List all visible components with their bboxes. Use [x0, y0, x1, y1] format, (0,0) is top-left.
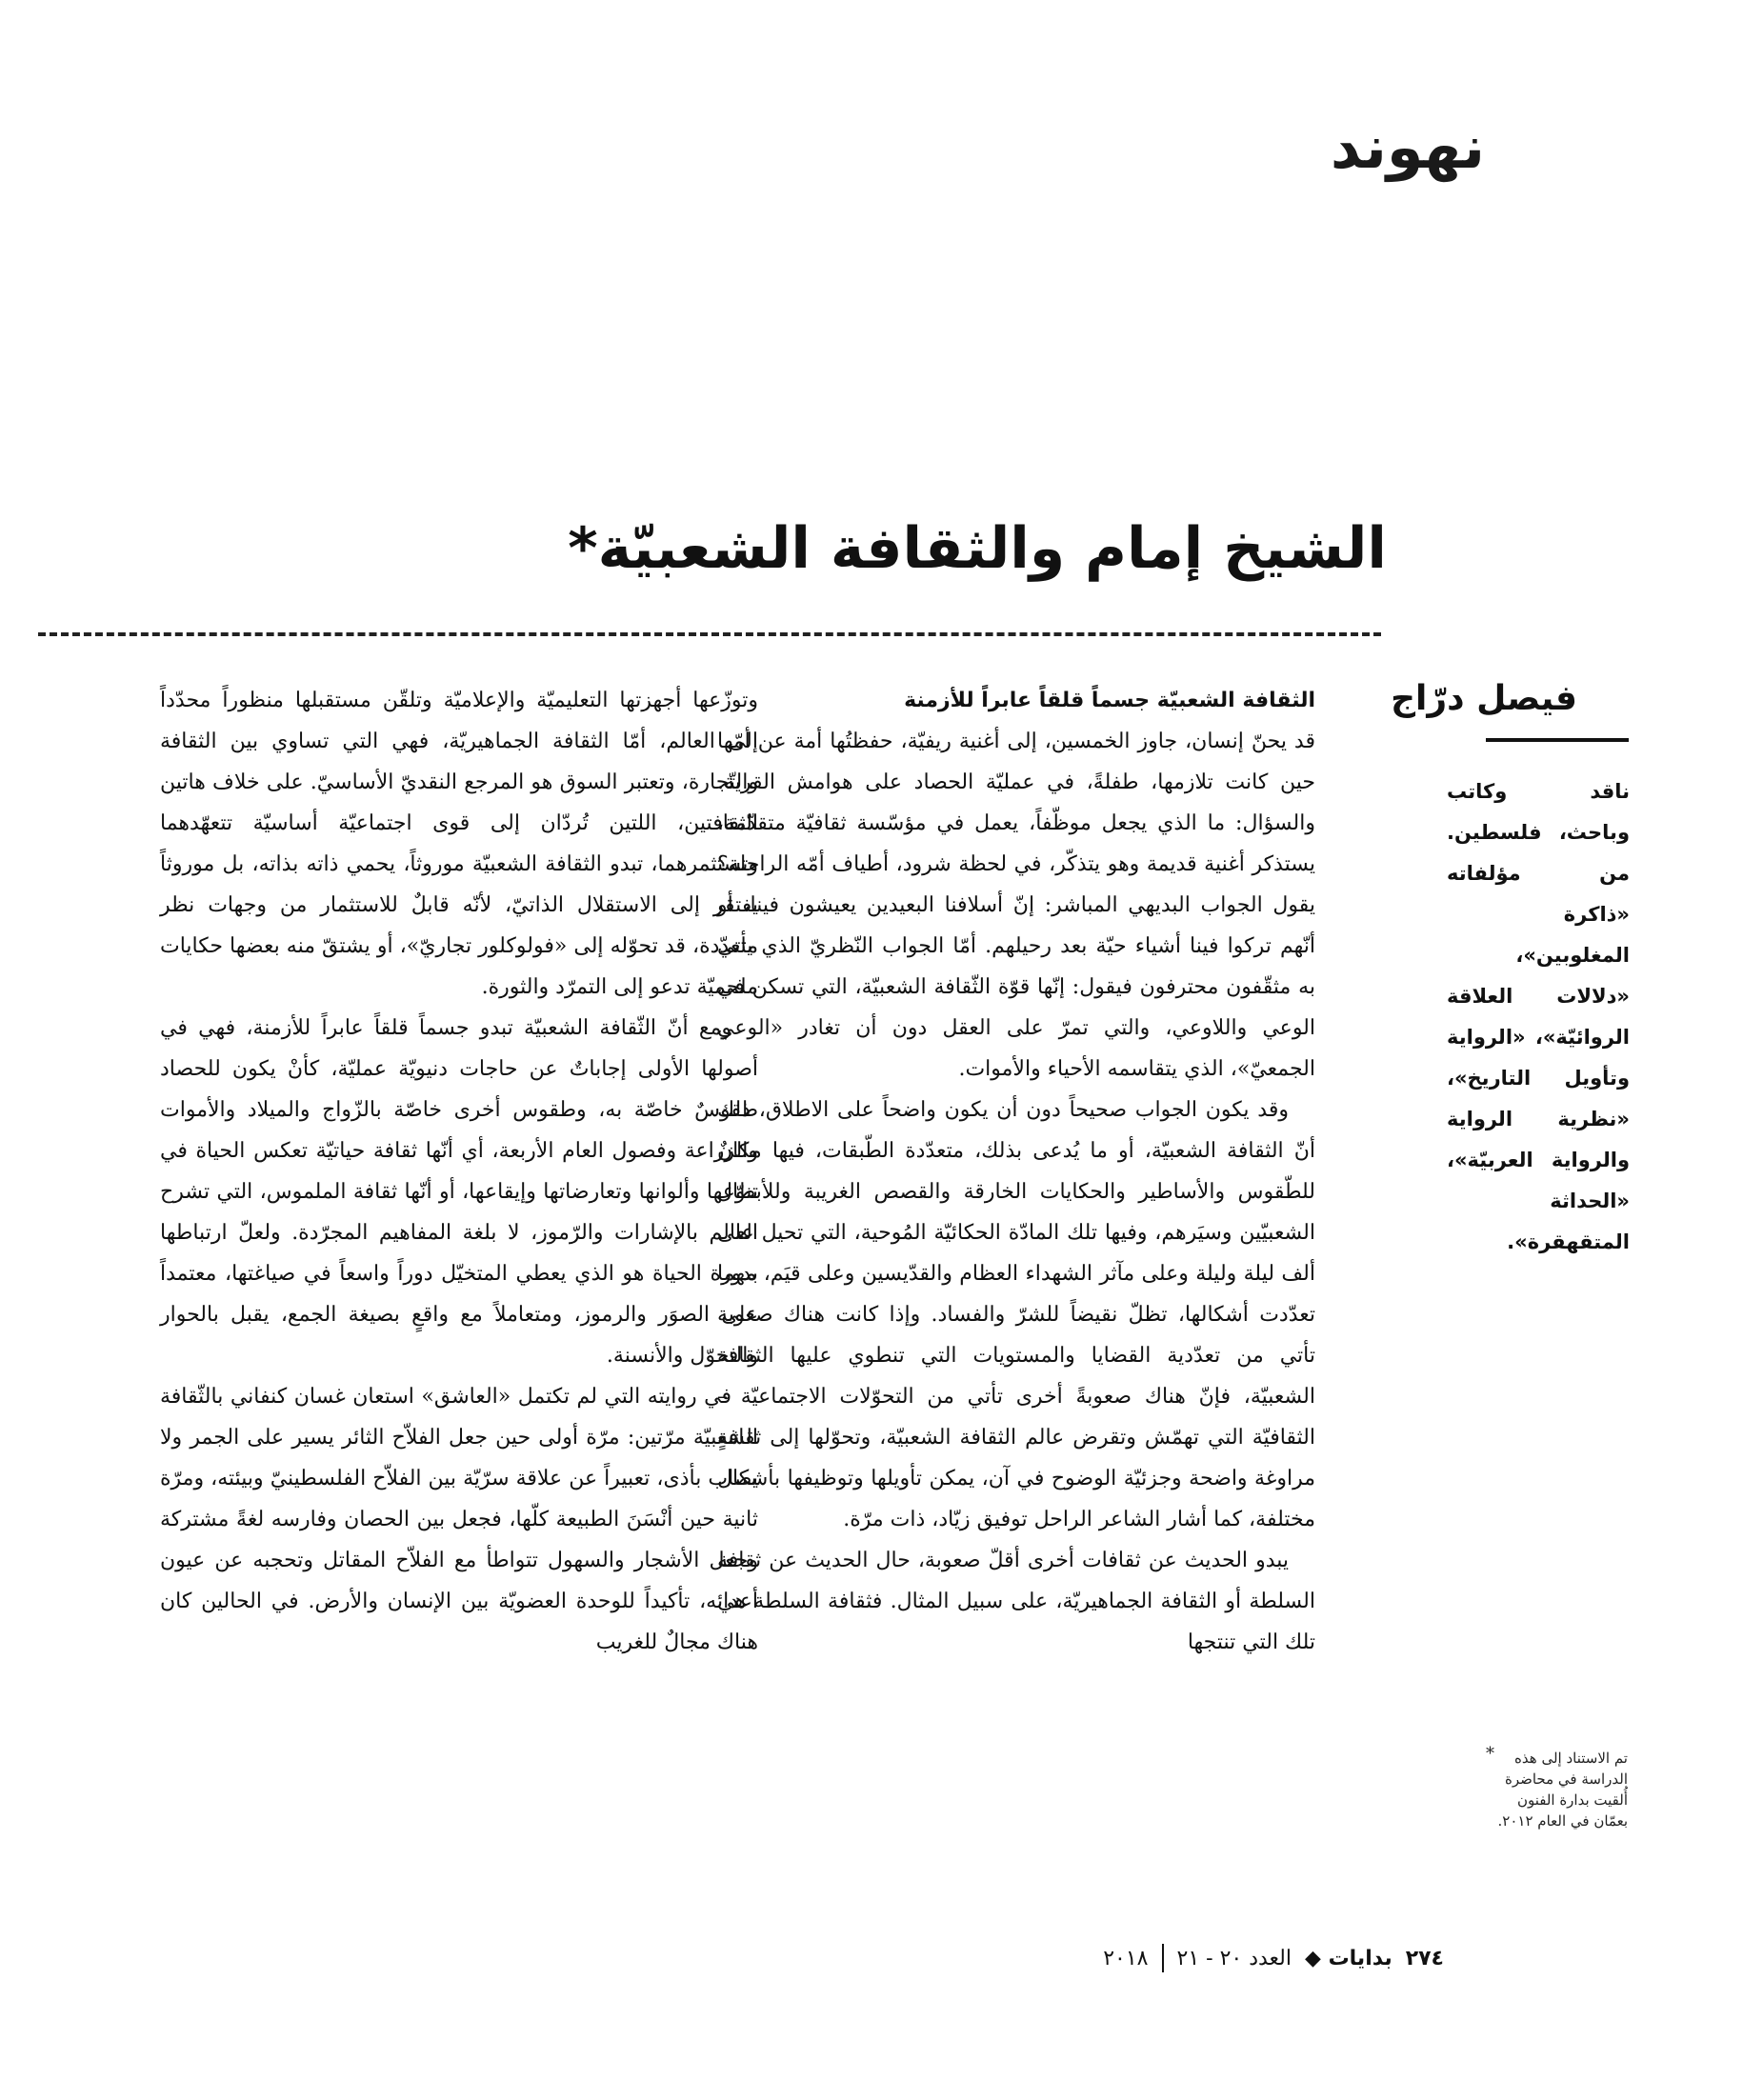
article-column-left [160, 680, 758, 1663]
section-mark: نهوند [1330, 112, 1485, 182]
paragraph: ومع أنّ الثّقافة الشعبيّة تبدو جسماً قلقاً عابراً للأزمنة، فهي في أصولها الأولى إجاباتٌ عن حاجات دنيويّة عمليّة، كأنْ يكون للحصاد طقوسٌ خاصّة به، وطقوس أخرى خاصّة بالزّواج والميلاد والأموات والزراعة وفصول العام الأربعة، أي أنّها ثقافة حياتيّة تعكس الحياة في تنوّعها وألوانها وتعارضاتها وإيقاعها، أو أنّها ثقافة الملموس، التي تشرح العالم بالإشارات والرّموز، لا بلغة المفاهيم المجرّدة. ولعلّ ارتباطها بدورة الحياة هو الذي يعطي المتخيّل دوراً واسعاً في صياغتها، معتمداً على الصوَر والرموز، ومتعاملاً مع واقعٍ بصيغة الجمع، يقبل بالحوار والتحوّل والأنسنة. [160, 1016, 758, 1368]
paragraph: في روايته التي لم تكتمل «العاشق» استعان غسان كنفاني بالثّقافة الشعبيّة مرّتين: مرّة أولى حين جعل الفلاّح الثائر يسير على الجمر ولا يصاب بأذى، تعبيراً عن علاقة سرّيّة بين الفلاّح الفلسطينيّ وبيئته، ومرّة ثانية حين أنْسَنَ الطبيعة كلّها، فجعل بين الحصان وفارسه لغةً مشتركة وجعل الأشجار والسهول تتواطأ مع الفلاّح المقاتل وتحجبه عن عيون أعدائه، تأكيداً للوحدة العضويّة بين الإنسان والأرض. في الحالين كان هناك مجالٌ للغريب [160, 1385, 758, 1654]
paragraph: وقد يكون الجواب صحيحاً دون أن يكون واضحاً على الاطلاق، ذلك أنّ الثقافة الشعبيّة، أو ما يُدعى بذلك، متعدّدة الطّبقات، فيها مكانٌ للطّقوس والأساطير والحكايات الخارقة والقصص الغريبة وللأبطال الشعبيّين وسيَرهم، وفيها تلك المادّة الحكائيّة المُوحية، التي تحيل على ألف ليلة وليلة وعلى مآثر الشهداء العظام والقدّيسين وعلى قيَم، مهما تعدّدت أشكالها، تظلّ نقيضاً للشرّ والفساد. وإذا كانت هناك صعوبة تأتي من تعدّدية القضايا والمستويات التي تنطوي عليها الثقافة الشعبيّة، فإنّ هناك صعوبةً أخرى تأتي من التحوّلات الاجتماعيّة – الثقافيّة التي تهمّش وتقرض عالم الثقافة الشعبيّة، وتحوّلها إلى ثقافةٍ مراوغة واضحة وجزئيّة الوضوح في آن، يمكن تأويلها وتوظيفها بأشكال مختلفة، كما أشار الشاعر الراحل توفيق زيّاد، ذات مرّة. [717, 1098, 1315, 1531]
footnote-marker: * [1486, 1744, 1494, 1764]
footnote [1485, 1744, 1628, 1831]
article-title: الشيخ إمام والثقافة الشعبيّة* [568, 515, 1387, 582]
issue-year: ٢٠١٨ [1103, 1946, 1149, 1970]
journal-name: بدايات ◆ [1304, 1946, 1392, 1970]
paragraph: يبدو الحديث عن ثقافات أخرى أقلّ صعوبة، حال الحديث عن ثقافة السلطة أو الثقافة الجماهيريّة، على سبيل المثال. فثقافة السلطة هي تلك التي تنتجها [717, 1549, 1315, 1654]
title-divider [38, 632, 1381, 636]
footnote-text: تم الاستناد إلى هذه الدراسة في محاضرة أُلقيت بدارة الفنون بعمّان في العام ٢٠١٢. [1497, 1750, 1628, 1830]
page-number: ٢٧٤ [1405, 1946, 1444, 1970]
author-name: فيصل درّاج [1391, 679, 1577, 718]
paragraph: وتوزّعها أجهزتها التعليميّة والإعلاميّة وتلقّن مستقبلها منظوراً محدّداً إلى العالم، أمّا الثقافة الجماهيريّة، فهي التي تساوي بين الثقافة والتّجارة، وتعتبر السوق هو المرجع النقديّ الأساسيّ. على خلاف هاتين الثقافتين، اللتين تُردّان إلى قوى اجتماعيّة أساسيّة تتعهّدهما وتستثمرهما، تبدو الثقافة الشعبيّة موروثاً، يحمي ذاته بذاته، بل موروثاً يفتقر إلى الاستقلال الذاتيّ، لأنّه قابلٌ للاستثمار من وجهات نظر متعدّدة، قد تحوّله إلى «فولوكلور تجاريّ»، أو يشتقّ منه بعضها حكايات ملحميّة تدعو إلى التمرّد والثورة. [160, 689, 758, 999]
paragraph: قد يحنّ إنسان، جاوز الخمسين، إلى أغنية ريفيّة، حفظتُها أمة عن أمّها حين كانت تلازمها، طفلةً، في عمليّة الحصاد على هوامش القرية. والسؤال: ما الذي يجعل موظّفاً، يعمل في مؤسّسة ثقافيّة متقدّمة، يستذكر أغنية قديمة وهو يتذكّر، في لحظة شرود، أطياف أمّه الراحلة؟ يقول الجواب البديهي المباشر: إنّ أسلافنا البعيدين يعيشون فينا، أو أنّهم تركوا فينا أشياء حيّة بعد رحيلهم. أمّا الجواب النّظريّ الذي يأتي به مثقّفون محترفون فيقول: إنّها قوّة الثّقافة الشعبيّة، التي تسكن في الوعي واللاوعي، والتي تمرّ على العقل دون أن تغادر «الوعي الجمعيّ»، الذي يتقاسمه الأحياء والأموات. [717, 730, 1315, 1081]
footer-separator [1162, 1944, 1164, 1972]
article-column-right [717, 680, 1315, 1663]
article-subheading: الثقافة الشعبيّة جسماً قلقاً عابراً للأزمنة [904, 689, 1315, 712]
author-divider [1486, 738, 1629, 742]
issue-label: العدد ٢٠ - ٢١ [1176, 1946, 1292, 1970]
author-bio: ناقد وكاتب وباحث، فلسطين. من مؤلفاته «ذاكرة المغلوبين»، «دلالات العلاقة الروائيّة»، «الرواية وتأويل التاريخ»، «نظرية الرواية والرواية العربيّة»، «الحداثة المتقهقرة». [1447, 780, 1630, 1253]
page-footer [1103, 1944, 1444, 1972]
